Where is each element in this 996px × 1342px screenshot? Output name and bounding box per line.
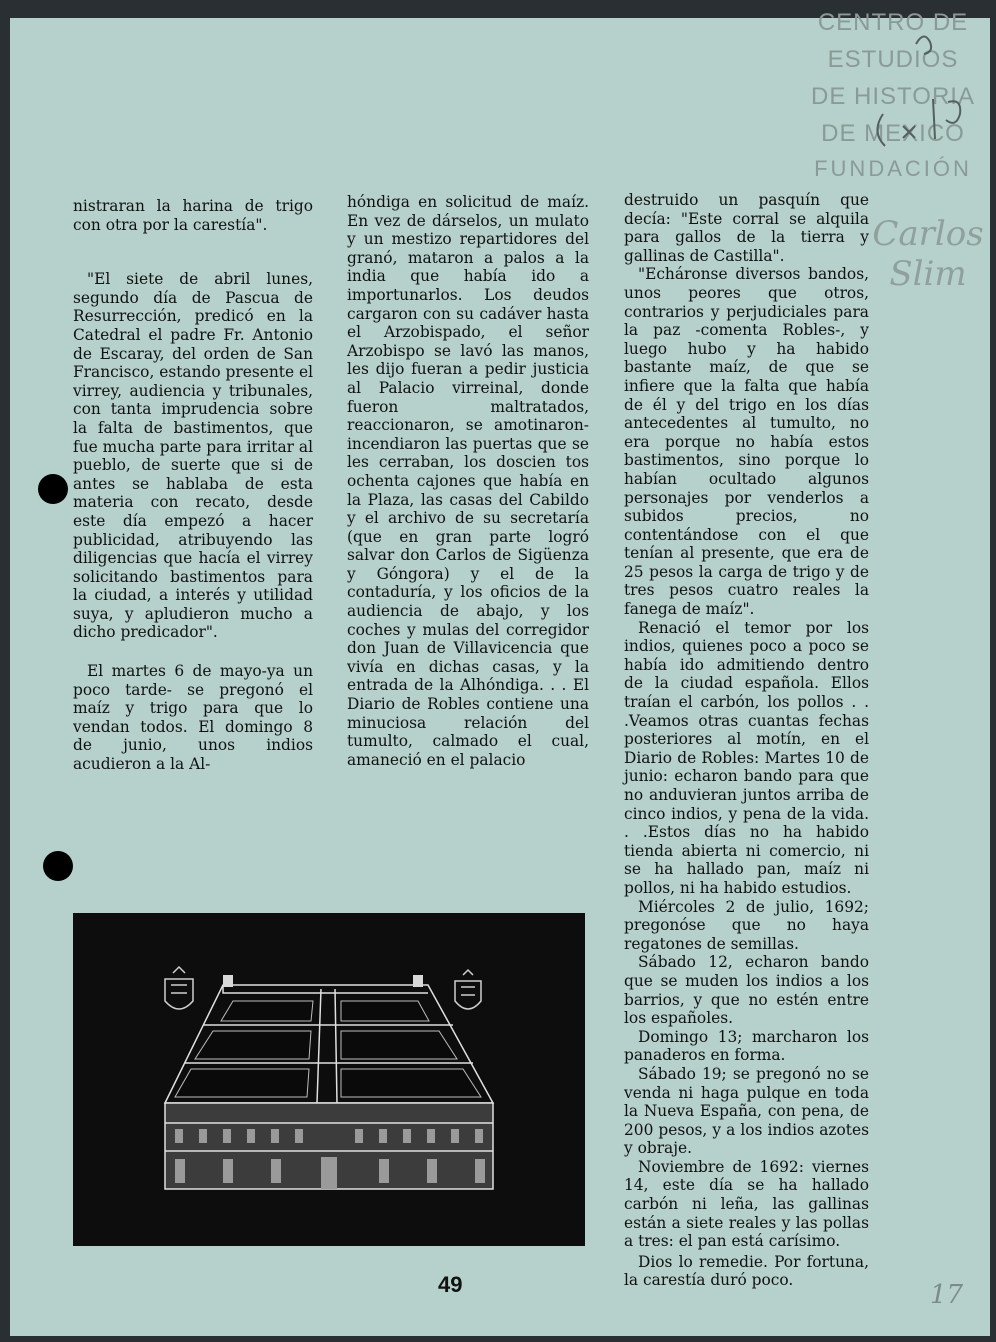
pencil-mark: 17 bbox=[930, 1280, 964, 1310]
paragraph: nistraran la harina de trigo con otra por la carestía". bbox=[73, 197, 313, 234]
text-column-3 bbox=[624, 191, 869, 1290]
paragraph: Renació el temor por los indios, quienes poco a poco se había ido admitiendo dentro de la ciudad española. Ellos traían el carbón, los pollos . . .Veamos otras cuantas fechas posteriores al motín, en el Diario de Robles: Martes 10 de junio: echaron bando para que no anduvieran juntos arriba de cinco indios, y pena de la vida. . .Estos días no ha habido tienda abierta ni comercio, ni se ha hallado pan, maíz ni pollos, ni ha habido estudios. bbox=[624, 618, 869, 897]
page-number: 49 bbox=[438, 1272, 463, 1297]
paragraph: Sábado 12, echaron bando que se muden los indios a los barrios, y que no estén entre los españoles. bbox=[624, 953, 869, 1028]
coat-of-arms-right-icon bbox=[455, 970, 481, 1009]
paragraph: Dios lo remedie. Por fortuna, la carestía duró poco. bbox=[624, 1252, 869, 1290]
paragraph: "El siete de abril lunes, segundo día de Pascua de Resurrección, predicó en la Catedral el padre Fr. Antonio de Escaray, del orden de San Francisco, estando presente el virrey, audiencia y tribunales, con tanta imprudencia sobre la falta de bastimentos, que fue mucha parte para irritar al pueblo, de suerte que si de antes se hablaba de esta materia con recato, desde este día empezó a hacer publicidad, atribuyendo las diligencias que hacía el virrey solicitando bastimentos para la ciudad, a interés y utilidad suya, y apludieron mucho a dicho predicador". bbox=[73, 270, 314, 642]
paragraph: Sábado 19; se pregonó no se venda ni haga pulque en toda la Nueva España, con pena, de 200 pesos, y a los indios azotes y obraje. bbox=[624, 1064, 869, 1158]
stamp-line: DE MEXICO bbox=[821, 120, 965, 147]
paragraph: destruido un pasquín que decía: "Este corral se alquila para gallos de la tierra y gallinas de Castilla". bbox=[624, 191, 869, 265]
palace-engraving bbox=[73, 913, 585, 1246]
paragraph: hóndiga en solicitud de maíz. En vez de dárselos, un mulato y un mestizo repartidores del granó, mataron a palos a la india que había ido a importunarlos. Los deudos cargaron con su cadáver hasta el Arzobispado, el señor Arzobispo se lavó las manos, les dijo fueran a pedir justicia al Palacio virreinal, donde fueron maltratados, reaccionaron, se amotinaron- incendiaron las puertas que se les cerraban, los doscien tos ochenta cajones que había en la Plaza, las casas del Cabildo y el archivo de su secretaría (que en gran parte logró salvar don Carlos de Sigüenza y Góngora) y el de la contaduría, y los oficios de la audiencia de abajo, y los coches y mulas del corregidor don Juan de Villavicencia que vivía en dichas casas, y la entrada de la Alhóndiga. . . El Diario de Robles contiene una minuciosa relación del tumulto, calmado el cual, amaneció en el palacio bbox=[347, 193, 589, 769]
stamp-line: DE HISTORIA bbox=[811, 83, 975, 110]
paragraph: El martes 6 de mayo-ya un poco tarde- se pregonó el maíz y trigo para que lo vendan todos. El domingo 8 de junio, unos indios acudieron a la Al- bbox=[73, 662, 313, 774]
stamp-foundation: FUNDACIÓN bbox=[814, 156, 972, 181]
paragraph: Miércoles 2 de julio, 1692; pregonóse que no haya regatones de semillas. bbox=[624, 897, 869, 953]
text-column-1 bbox=[73, 197, 313, 774]
stamp-line: ESTUDIOS bbox=[827, 46, 959, 73]
paragraph: Domingo 13; marcharon los panaderos en forma. bbox=[624, 1027, 869, 1065]
coat-of-arms-left-icon bbox=[165, 967, 193, 1009]
stamp-line: CENTRO DE bbox=[817, 9, 969, 36]
palace-illustration bbox=[73, 913, 585, 1246]
paragraph: Noviembre de 1692: viernes 14, este día se ha hallado carbón ni leña, las gallinas están a siete reales y las pollas a tres: el pan está carísimo. bbox=[624, 1157, 869, 1251]
text-column-2 bbox=[347, 193, 589, 769]
paragraph: "Echáronse diversos bandos, unos peores que otros, contrarios y perjudiciales para la paz -comenta Robles-, y luego hubo y ha habido bastante maíz, de que se infiere que la falta que había de él y del trigo en los días antecedentes al tumulto, no era porque no había estos bastimentos, sino porque lo habían ocultado algunos personajes por venderlos a subidos precios, no contentándose con el que tenían al presente, que era de 25 pesos la carga de trigo y de tres pesos cuatro reales la fanega de maíz". bbox=[624, 265, 869, 619]
stamp-signature: Carlos Slim bbox=[872, 214, 984, 294]
punch-hole bbox=[43, 851, 73, 881]
punch-hole bbox=[38, 474, 68, 504]
handwritten-marks-icon bbox=[798, 4, 988, 174]
